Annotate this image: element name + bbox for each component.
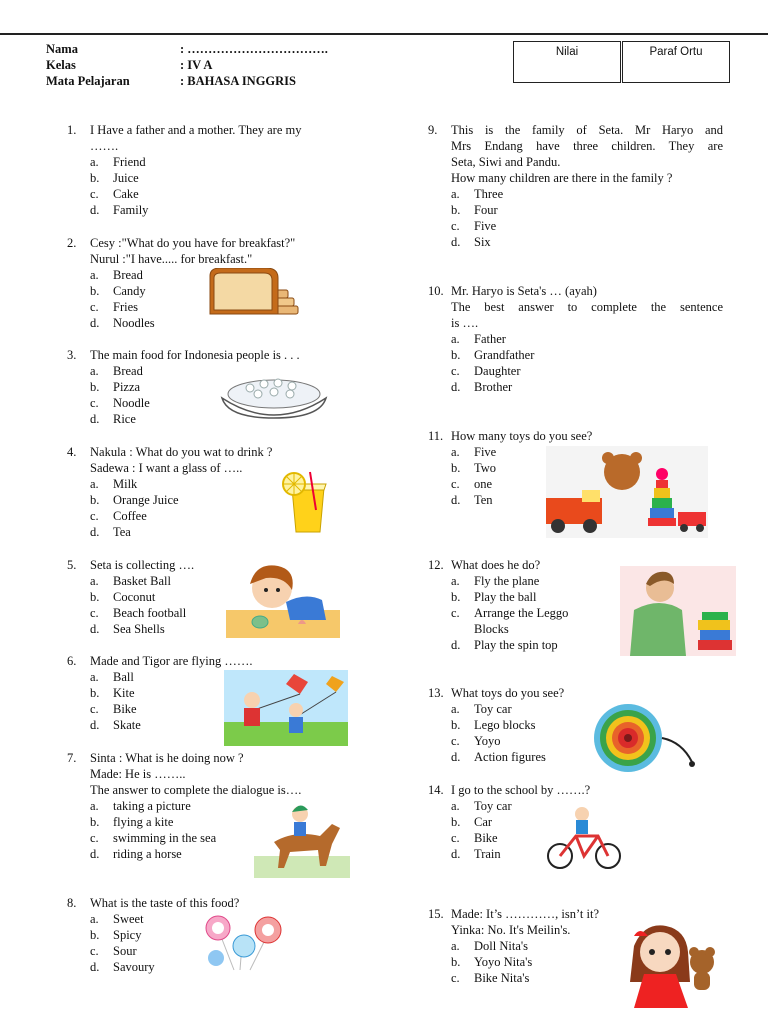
- option-text: Bread: [113, 364, 143, 378]
- option-text: Toy car: [474, 702, 512, 716]
- question-text: Cesy :"What do you have for breakfast?": [90, 236, 296, 250]
- option-letter: b.: [90, 815, 100, 829]
- mapel-value: : BAHASA INGGRIS: [180, 74, 296, 88]
- option-text: Four: [474, 203, 498, 217]
- option-letter: b.: [451, 815, 461, 829]
- option-letter: d.: [451, 750, 461, 764]
- question-text: What toys do you see?: [451, 686, 565, 700]
- nilai-box[interactable]: [513, 41, 621, 83]
- option-text: Car: [474, 815, 493, 829]
- option-letter: c.: [90, 944, 99, 958]
- option-letter: c.: [451, 831, 460, 845]
- question-text: I Have a father and a mother. They are my: [90, 123, 302, 137]
- question-text: How many toys do you see?: [451, 429, 593, 443]
- option-text: Spicy: [113, 928, 142, 942]
- question-text: This is the family of Seta. Mr Haryo and: [451, 123, 723, 137]
- kelas-value: : IV A: [180, 58, 213, 72]
- question-text: Seta is collecting ….: [90, 558, 195, 572]
- option-text: Savoury: [113, 960, 155, 974]
- option-letter: d.: [451, 847, 461, 861]
- option-letter: a.: [90, 364, 99, 378]
- paraf-label: Paraf Ortu: [649, 46, 703, 58]
- option-text: Bike: [113, 702, 137, 716]
- option-text: Brother: [474, 380, 513, 394]
- answer-option[interactable]: [451, 331, 723, 347]
- option-text: Play the ball: [474, 590, 537, 604]
- question-number: 4.: [67, 445, 77, 459]
- question-1: [67, 122, 363, 218]
- option-text: Coconut: [113, 590, 156, 604]
- mapel-label: Mata Pelajaran: [46, 74, 130, 88]
- option-text: Three: [474, 187, 504, 201]
- question-text: Mrs Endang have three children. They are: [451, 139, 723, 153]
- option-text: Kite: [113, 686, 135, 700]
- bike-picture: [546, 806, 622, 872]
- question-text: The best answer to complete the sentence: [451, 300, 723, 314]
- option-text: Friend: [113, 155, 146, 169]
- option-text: Orange Juice: [113, 493, 179, 507]
- option-text: Skate: [113, 718, 141, 732]
- option-text: Yoyo Nita's: [474, 955, 533, 969]
- option-text: Doll Nita's: [474, 939, 528, 953]
- option-text: Yoyo: [474, 734, 501, 748]
- option-letter: d.: [90, 622, 100, 636]
- option-text: Rice: [113, 412, 136, 426]
- option-letter: c.: [451, 971, 460, 985]
- option-letter: b.: [90, 171, 100, 185]
- option-text: Grandfather: [474, 348, 535, 362]
- option-text: Noodles: [113, 316, 155, 330]
- option-letter: d.: [90, 203, 100, 217]
- option-text: Two: [474, 461, 497, 475]
- option-text: Basket Ball: [113, 574, 171, 588]
- question-number: 5.: [67, 558, 77, 572]
- option-letter: a.: [451, 445, 460, 459]
- option-letter: a.: [90, 268, 99, 282]
- question-text: Made: It’s …………, isn’t it?: [451, 907, 600, 921]
- option-letter: d.: [451, 380, 461, 394]
- question-text: What does he do?: [451, 558, 541, 572]
- orange-juice-picture: [280, 470, 332, 534]
- option-text: Juice: [113, 171, 139, 185]
- question-number: 8.: [67, 896, 77, 910]
- option-letter: c.: [90, 702, 99, 716]
- option-text: Six: [474, 235, 491, 249]
- option-letter: c.: [90, 509, 99, 523]
- option-letter: b.: [451, 718, 461, 732]
- option-letter: b.: [90, 380, 100, 394]
- option-text: Father: [474, 332, 506, 346]
- question-number: 11.: [428, 429, 444, 443]
- option-text: Ten: [474, 493, 493, 507]
- option-text: Toy car: [474, 799, 512, 813]
- question-text: Mr. Haryo is Seta's … (ayah): [451, 284, 597, 298]
- option-letter: d.: [451, 493, 461, 507]
- question-9: [428, 122, 723, 250]
- answer-option[interactable]: [451, 234, 723, 250]
- option-letter: c.: [90, 300, 99, 314]
- option-text: Fries: [113, 300, 138, 314]
- question-number: 13.: [428, 686, 444, 700]
- option-text: Lego blocks: [474, 718, 536, 732]
- question-number: 10.: [428, 284, 444, 298]
- question-text: Seta, Siwi and Pandu.: [451, 155, 561, 169]
- nama-label: Nama: [46, 42, 78, 56]
- lollipops-picture: [200, 912, 284, 972]
- option-text: one: [474, 477, 493, 491]
- answer-option[interactable]: [90, 154, 363, 170]
- kelas-label: Kelas: [46, 58, 76, 72]
- option-text: Pizza: [113, 380, 141, 394]
- option-letter: b.: [451, 203, 461, 217]
- option-letter: c.: [451, 477, 460, 491]
- option-text: Arrange the Leggo: [474, 606, 569, 620]
- option-text: flying a kite: [113, 815, 174, 829]
- answer-option[interactable]: [451, 186, 723, 202]
- question-number: 9.: [428, 123, 438, 137]
- option-letter: a.: [90, 477, 99, 491]
- horse-riding-picture: [254, 800, 350, 878]
- option-letter: b.: [90, 928, 100, 942]
- toys-picture: [546, 446, 708, 538]
- option-letter: b.: [90, 493, 100, 507]
- question-number: 2.: [67, 236, 77, 250]
- option-letter: c.: [451, 364, 460, 378]
- option-text: taking a picture: [113, 799, 191, 813]
- yoyo-picture: [588, 702, 698, 778]
- rice-bowl-picture: [220, 372, 328, 420]
- option-letter: d.: [90, 525, 100, 539]
- option-text: Cake: [113, 187, 139, 201]
- question-text: is ….: [451, 316, 479, 330]
- option-letter: a.: [90, 155, 99, 169]
- option-text: Coffee: [113, 509, 147, 523]
- answer-option[interactable]: [451, 379, 723, 395]
- option-text: Family: [113, 203, 149, 217]
- question-text: …….: [90, 139, 119, 153]
- question-number: 12.: [428, 558, 444, 572]
- answer-option[interactable]: [451, 347, 723, 363]
- option-text: Sea Shells: [113, 622, 165, 636]
- option-text: Tea: [113, 525, 131, 539]
- answer-option[interactable]: [90, 170, 363, 186]
- option-letter: a.: [90, 670, 99, 684]
- bread-picture: [206, 268, 300, 326]
- question-text: What is the taste of this food?: [90, 896, 240, 910]
- option-letter: a.: [451, 332, 460, 346]
- doll-picture: [604, 922, 722, 1008]
- option-text: Five: [474, 445, 497, 459]
- question-text: Made and Tigor are flying …….: [90, 654, 253, 668]
- option-text: Action figures: [474, 750, 546, 764]
- answer-option[interactable]: [451, 363, 723, 379]
- nilai-label: Nilai: [555, 46, 579, 58]
- question-text: How many children are there in the family ?: [451, 171, 673, 185]
- option-text: swimming in the sea: [113, 831, 217, 845]
- option-letter: b.: [451, 461, 461, 475]
- option-letter: d.: [90, 960, 100, 974]
- question-10: [428, 283, 723, 395]
- question-text: Nurul :"I have..... for breakfast.": [90, 252, 253, 266]
- option-text: riding a horse: [113, 847, 182, 861]
- option-letter: b.: [451, 955, 461, 969]
- option-letter: b.: [90, 284, 100, 298]
- option-text: Bread: [113, 268, 143, 282]
- answer-option[interactable]: [90, 186, 363, 202]
- option-letter: c.: [451, 734, 460, 748]
- kite-flying-picture: [224, 670, 348, 746]
- option-text: Blocks: [474, 622, 509, 636]
- question-text: Sadewa : I want a glass of …..: [90, 461, 243, 475]
- option-text: Bike: [474, 831, 498, 845]
- boy-lego-picture: [620, 566, 736, 656]
- option-text: Play the spin top: [474, 638, 558, 652]
- option-letter: c.: [90, 187, 99, 201]
- boy-collecting-shells-picture: [226, 560, 340, 638]
- nama-value: : …………………………….: [180, 42, 328, 56]
- option-letter: c.: [90, 396, 99, 410]
- question-number: 1.: [67, 123, 77, 137]
- option-letter: d.: [90, 718, 100, 732]
- option-letter: b.: [90, 590, 100, 604]
- option-letter: a.: [451, 939, 460, 953]
- option-letter: c.: [451, 606, 460, 620]
- option-letter: a.: [451, 187, 460, 201]
- question-text: Nakula : What do you wat to drink ?: [90, 445, 273, 459]
- option-letter: a.: [451, 574, 460, 588]
- question-number: 15.: [428, 907, 444, 921]
- answer-option[interactable]: [451, 202, 723, 218]
- question-text: The answer to complete the dialogue is….: [90, 783, 302, 797]
- question-text: Sinta : What is he doing now ?: [90, 751, 244, 765]
- option-text: Sour: [113, 944, 137, 958]
- top-rule: [0, 33, 768, 35]
- question-number: 3.: [67, 348, 77, 362]
- option-text: Candy: [113, 284, 146, 298]
- option-text: Five: [474, 219, 497, 233]
- question-text: I go to the school by …….?: [451, 783, 591, 797]
- option-text: Beach football: [113, 606, 187, 620]
- option-letter: a.: [451, 702, 460, 716]
- question-number: 6.: [67, 654, 77, 668]
- option-letter: b.: [451, 590, 461, 604]
- option-letter: c.: [451, 219, 460, 233]
- option-letter: c.: [90, 606, 99, 620]
- question-number: 14.: [428, 783, 444, 797]
- option-letter: d.: [90, 412, 100, 426]
- answer-option[interactable]: [90, 202, 363, 218]
- question-text: Yinka: No. It's Meilin's.: [451, 923, 571, 937]
- option-letter: c.: [90, 831, 99, 845]
- option-letter: d.: [90, 316, 100, 330]
- option-letter: a.: [90, 574, 99, 588]
- option-letter: b.: [451, 348, 461, 362]
- option-letter: d.: [451, 235, 461, 249]
- option-text: Sweet: [113, 912, 144, 926]
- option-letter: a.: [90, 799, 99, 813]
- question-text: The main food for Indonesia people is . . .: [90, 348, 300, 362]
- option-text: Milk: [113, 477, 138, 491]
- option-text: Bike Nita's: [474, 971, 530, 985]
- question-text: Made: He is ……..: [90, 767, 186, 781]
- option-letter: d.: [451, 638, 461, 652]
- paraf-box[interactable]: [622, 41, 730, 83]
- option-letter: a.: [451, 799, 460, 813]
- option-text: Train: [474, 847, 501, 861]
- option-text: Noodle: [113, 396, 150, 410]
- option-text: Ball: [113, 670, 134, 684]
- option-text: Fly the plane: [474, 574, 540, 588]
- option-letter: d.: [90, 847, 100, 861]
- option-letter: b.: [90, 686, 100, 700]
- option-letter: a.: [90, 912, 99, 926]
- question-number: 7.: [67, 751, 77, 765]
- option-text: Daughter: [474, 364, 521, 378]
- answer-option[interactable]: [451, 218, 723, 234]
